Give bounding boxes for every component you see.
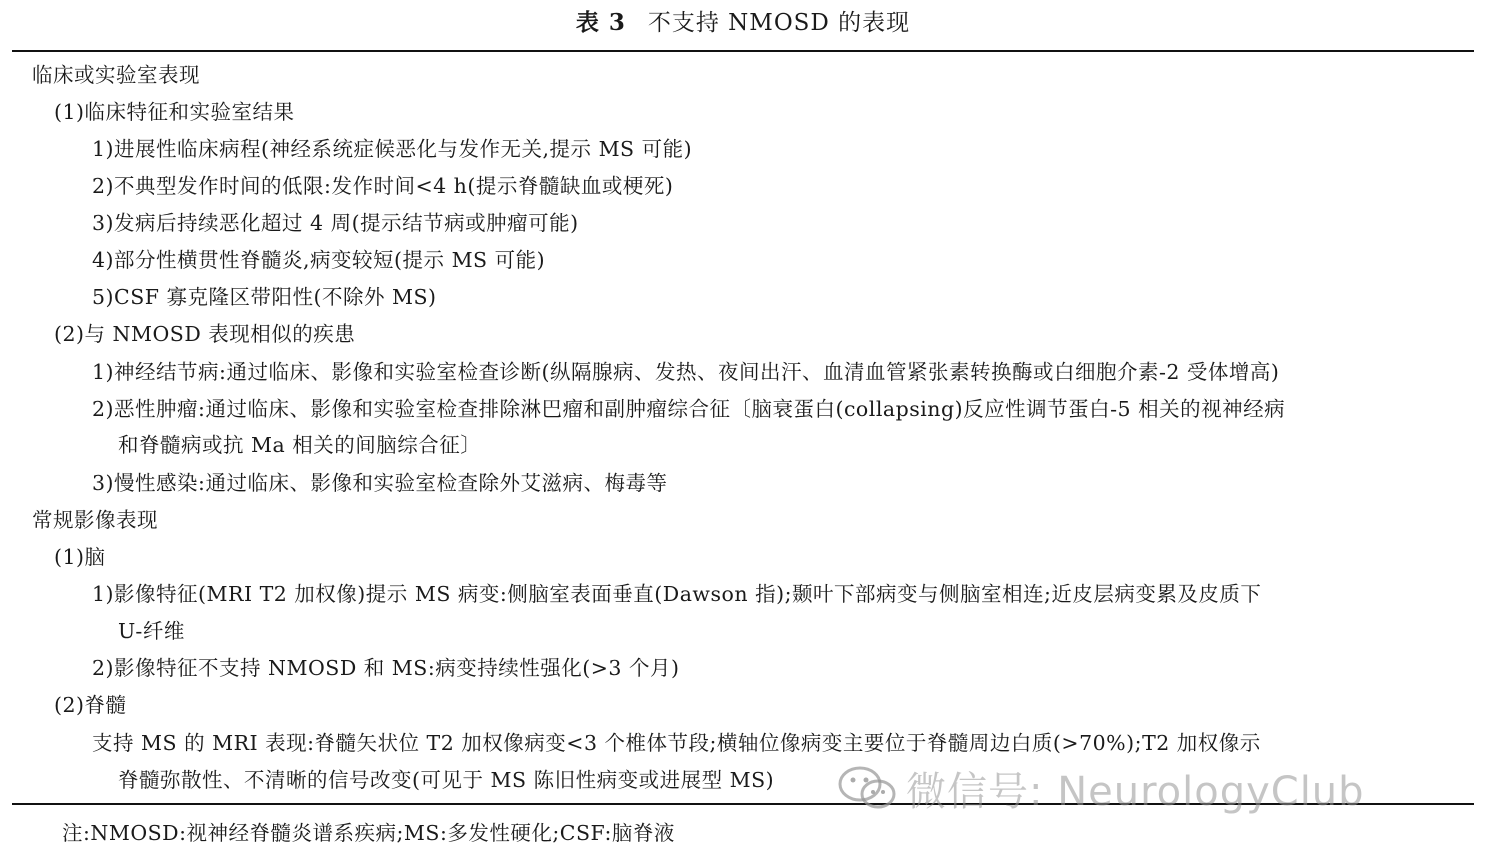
table-footnote: 注:NMOSD:视神经脊髓炎谱系疾病;MS:多发性硬化;CSF:脑脊液	[62, 821, 675, 845]
table-number: 表 3	[575, 9, 626, 36]
list-item: 2)影像特征不支持 NMOSD 和 MS:病变持续性强化(>3 个月)	[92, 656, 680, 680]
table-title	[0, 6, 1486, 40]
list-item: 3)发病后持续恶化超过 4 周(提示结节病或肿瘤可能)	[92, 211, 579, 235]
list-item: 2)恶性肿瘤:通过临床、影像和实验室检查排除淋巴瘤和副肿瘤综合征〔脑衰蛋白(collapsing)反应性调节蛋白-5 相关的视神经病	[92, 397, 1286, 421]
watermark	[836, 760, 1365, 816]
subsection-heading: (1)临床特征和实验室结果	[54, 100, 295, 124]
wechat-icon	[836, 764, 900, 812]
list-item-continuation: U-纤维	[118, 619, 185, 643]
section-heading: 常规影像表现	[32, 508, 158, 532]
table-title-text: 不支持 NMOSD 的表现	[647, 10, 911, 36]
list-item: 1)进展性临床病程(神经系统症候恶化与发作无关,提示 MS 可能)	[92, 137, 693, 161]
list-item: 2)不典型发作时间的低限:发作时间<4 h(提示脊髓缺血或梗死)	[92, 174, 674, 198]
list-item: 5)CSF 寡克隆区带阳性(不除外 MS)	[92, 285, 437, 309]
section-heading: 临床或实验室表现	[32, 63, 200, 87]
top-rule	[12, 50, 1474, 52]
subsection-heading: (2)与 NMOSD 表现相似的疾患	[54, 322, 356, 346]
list-item-continuation: 和脊髓病或抗 Ma 相关的间脑综合征〕	[118, 433, 482, 457]
list-item: 3)慢性感染:通过临床、影像和实验室检查除外艾滋病、梅毒等	[92, 471, 668, 495]
watermark-text: 微信号: NeurologyClub	[906, 768, 1365, 815]
subsection-heading: (2)脊髓	[54, 693, 127, 717]
list-item-continuation: 脊髓弥散性、不清晰的信号改变(可见于 MS 陈旧性病变或进展型 MS)	[118, 768, 775, 792]
list-item: 1)神经结节病:通过临床、影像和实验室检查诊断(纵隔腺病、发热、夜间出汗、血清血管紧张素转换酶或白细胞介素-2 受体增高)	[92, 360, 1280, 384]
list-item: 支持 MS 的 MRI 表现:脊髓矢状位 T2 加权像病变<3 个椎体节段;横轴位像病变主要位于脊髓周边白质(>70%);T2 加权像示	[92, 731, 1261, 755]
subsection-heading: (1)脑	[54, 545, 106, 569]
list-item: 4)部分性横贯性脊髓炎,病变较短(提示 MS 可能)	[92, 248, 546, 272]
list-item: 1)影像特征(MRI T2 加权像)提示 MS 病变:侧脑室表面垂直(Dawson 指);颞叶下部病变与侧脑室相连;近皮层病变累及皮质下	[92, 582, 1262, 606]
